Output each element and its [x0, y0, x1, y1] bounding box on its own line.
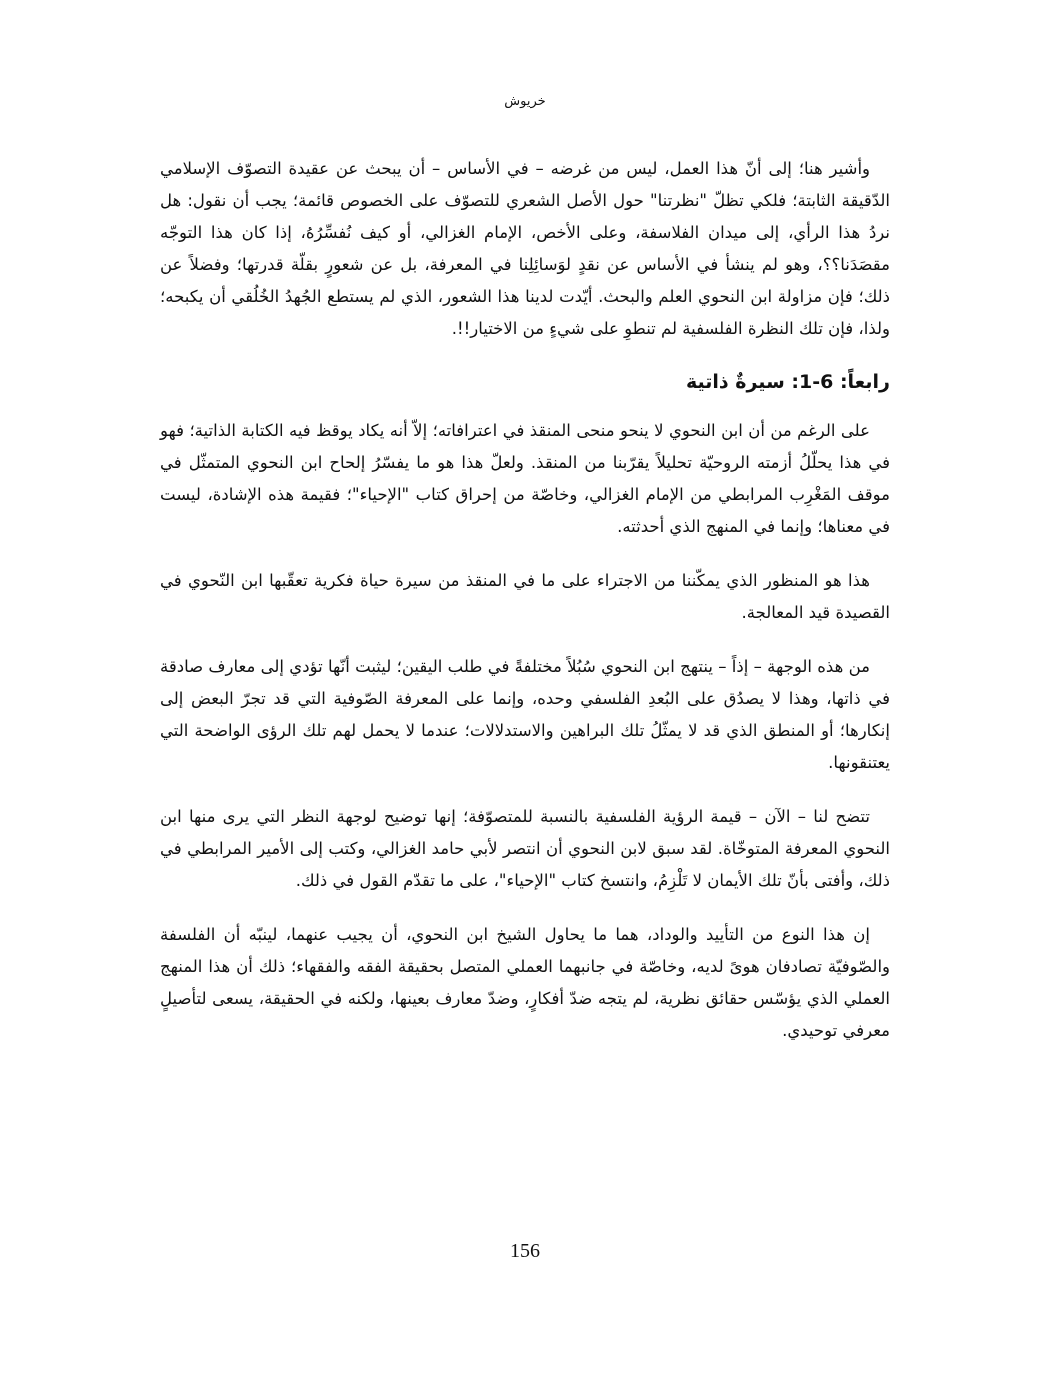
- page-body: [160, 153, 890, 1069]
- page-number: 156: [510, 1240, 540, 1262]
- section-heading: رابعاً: 6-1: سيرةٌ ذاتية: [685, 371, 890, 393]
- paragraph-2: على الرغم من أن ابن النحوي لا ينحو منحى المنقذ في اعترافاته؛ إلاّ أنه يكاد يوقظ فيه الكتابة الذاتية؛ فهو في هذا يحلّلُ أزمته الروحيّة تحليلاً يقرّبنا من المنقذ. ولعلّ هذا هو ما يفسّرُ إلحاح ابن النحوي المتمثّل في موقف المَغْرِب المرابطي من الإمام الغزالي، وخاصّة من إحراق كتاب "الإحياء"؛ فقيمة هذه الإشادة، ليست في معناها؛ وإنما في المنهج الذي أحدثته.: [160, 421, 890, 536]
- paragraph-1: وأشير هنا؛ إلى أنّ هذا العمل، ليس من غرضه – في الأساس – أن يبحث عن عقيدة التصوّف الإسلامي الدّقيقة الثابتة؛ فلكي تظلّ "نظرتنا" حول الأصل الشعري للتصوّف على الخصوص قائمة؛ يجب أن نقول: هل نردُ هذا الرأي، إلى ميدان الفلاسفة، وعلى الأخص، الإمام الغزالي، أو كيف نُفسِّرُهُ، إذا كان هذا التوجّه مقصَدَنا؟؟، وهو لم ينشأ في الأساس عن نقدٍ لوَسائِلِنا في المعرفة، بل عن شعورٍ بقلّة قدرتها؛ وفضلاً عن ذلك؛ فإن مزاولة ابن النحوي العلم والبحث. أيّدت لدينا هذا الشعور، الذي لم يستطع الجُهدُ الخُلُقي أن يكبحه؛ ولذا، فإن تلك النظرة الفلسفية لم تنطوِ على شيءٍ من الاختيار!!.: [160, 159, 890, 338]
- paragraph-6: إن هذا النوع من التأييد والوداد، هما ما يحاول الشيخ ابن النحوي، أن يجيب عنهما، لينبّه أن الفلسفة والصّوفيّة تصادفان هوىً لديه، وخاصّة في جانبهما العملي المتصل بحقيقة الفقه والفقهاء؛ ذلك أن هذا المنهج العملي الذي يؤسّس حقائق نظرية، لم يتجه ضدّ أفكارٍ، وضدّ معارف بعينها، ولكنه في الحقيقة، يسعى لتأصيلٍ معرفي توحيدي.: [160, 925, 890, 1040]
- paragraph-3: هذا هو المنظور الذي يمكّننا من الاجتراء على ما في المنقذ من سيرة حياة فكرية تعقّبها ابن النّحوي في القصيدة قيد المعالجة.: [160, 571, 890, 622]
- running-header: خريوش: [504, 94, 546, 109]
- paragraph-4: من هذه الوجهة – إذاً – ينتهج ابن النحوي سُبُلاً مختلفةً في طلب اليقين؛ ليثبت أنّها تؤدي إلى معارف صادقة في ذاتها، وهذا لا يصدُق على البُعدِ الفلسفي وحده، وإنما على المعرفة الصّوفية التي قد تجرّ البعض إلى إنكارها؛ أو المنطق الذي قد لا يمثّلُ تلك البراهين والاستدلالات؛ عندما لا يحمل لهم تلك الرؤى الواضحة التي يعتنقونها.: [160, 657, 890, 772]
- paragraph-5: تتضح لنا – الآن – قيمة الرؤية الفلسفية بالنسبة للمتصوّفة؛ إنها توضيح لوجهة النظر التي يرى منها ابن النحوي المعرفة المتوخّاة. لقد سبق لابن النحوي أن انتصر لأبي حامد الغزالي، وكتب إلى الأمير المرابطي في ذلك، وأفتى بأنّ تلك الأيمان لا تَلْزِمُ، وانتسخ كتاب "الإحياء"، على ما تقدّم القول في ذلك.: [160, 807, 890, 890]
